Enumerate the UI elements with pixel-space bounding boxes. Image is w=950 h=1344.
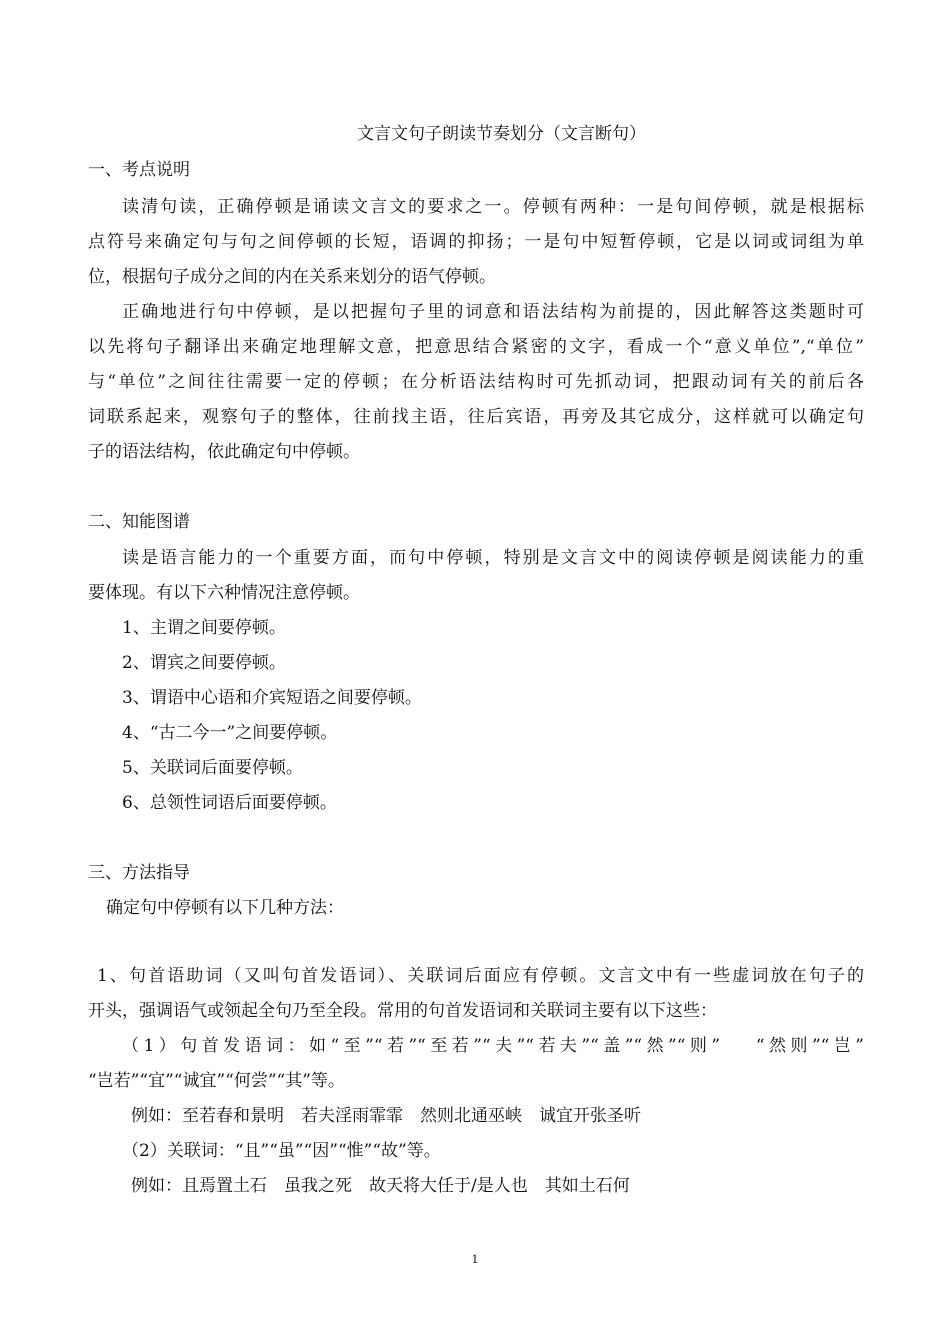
- list-item: 1、主谓之间要停顿。: [122, 618, 286, 638]
- page-number: 1: [471, 1253, 479, 1266]
- list-item: 3、谓语中心语和介宾短语之间要停顿。: [122, 688, 422, 708]
- list-item: 6、总领性词语后面要停顿。: [122, 793, 337, 813]
- method-1-line: 开头，强调语气或领起全句乃至全段。常用的句首发语词和关联词主要有以下这些：: [88, 1001, 717, 1021]
- section-2-paragraph-line: 要体现。有以下六种情况注意停顿。: [88, 583, 360, 603]
- subsection-1-line: （1）句首发语词：如“至”“若”“至若”“夫”“若夫”“盖”“然”“则” “然则”“岂”: [122, 1036, 864, 1056]
- section-1-heading: 一、考点说明: [88, 160, 190, 180]
- document-title: 文言文句子朗读节奏划分（文言断句）: [357, 124, 646, 144]
- section-1-paragraph-2-line: 与“单位”之间往往需要一定的停顿；在分析语法结构时可先抓动词，把跟动词有关的前后各: [88, 372, 864, 392]
- subsection-2: （2）关联词：“且”“虽”“因”“惟”“故”等。: [122, 1141, 441, 1161]
- section-1-paragraph-2-line: 以先将句子翻译出来确定地理解文意，把意思结合紧密的文字，看成一个“意义单位”,“单位”: [88, 337, 864, 357]
- section-1-paragraph-2-line: 正确地进行句中停顿，是以把握句子里的词意和语法结构为前提的，因此解答这类题时可: [122, 302, 864, 322]
- section-1-paragraph-2-line: 词联系起来，观察句子的整体，往前找主语，往后宾语，再旁及其它成分，这样就可以确定句: [88, 407, 864, 427]
- list-item: 2、谓宾之间要停顿。: [122, 653, 286, 673]
- section-1-paragraph-2-line: 子的语法结构，依此确定句中停顿。: [88, 442, 360, 462]
- section-1-paragraph-1-line: 点符号来确定句与句之间停顿的长短，语调的抑扬；一是句中短暂停顿，它是以词或词组为单: [88, 232, 864, 252]
- example-1: 例如：至若春和景明 若夫淫雨霏霏 然则北通巫峡 诚宜开张圣听: [131, 1106, 641, 1126]
- method-1-line: 1、句首语助词（又叫句首发语词）、关联词后面应有停顿。文言文中有一些虚词放在句子的: [97, 966, 864, 986]
- list-item: 5、关联词后面要停顿。: [122, 758, 303, 778]
- section-3-heading: 三、方法指导: [88, 863, 190, 883]
- section-1-paragraph-1-line: 读清句读，正确停顿是诵读文言文的要求之一。停顿有两种：一是句间停顿，就是根据标: [122, 197, 864, 217]
- section-3-intro: 确定句中停顿有以下几种方法：: [106, 898, 344, 918]
- example-2: 例如：且焉置土石 虽我之死 故天将大任于/是人也 其如土石何: [131, 1176, 630, 1196]
- list-item: 4、“古二今一”之间要停顿。: [122, 723, 338, 743]
- section-1-paragraph-1-line: 位，根据句子成分之间的内在关系来划分的语气停顿。: [88, 267, 496, 287]
- section-2-paragraph-line: 读是语言能力的一个重要方面，而句中停顿，特别是文言文中的阅读停顿是阅读能力的重: [122, 548, 864, 568]
- subsection-1-line: “岂若”“宜”“诚宜”“何尝”“其”等。: [88, 1071, 345, 1091]
- section-2-heading: 二、知能图谱: [88, 512, 190, 532]
